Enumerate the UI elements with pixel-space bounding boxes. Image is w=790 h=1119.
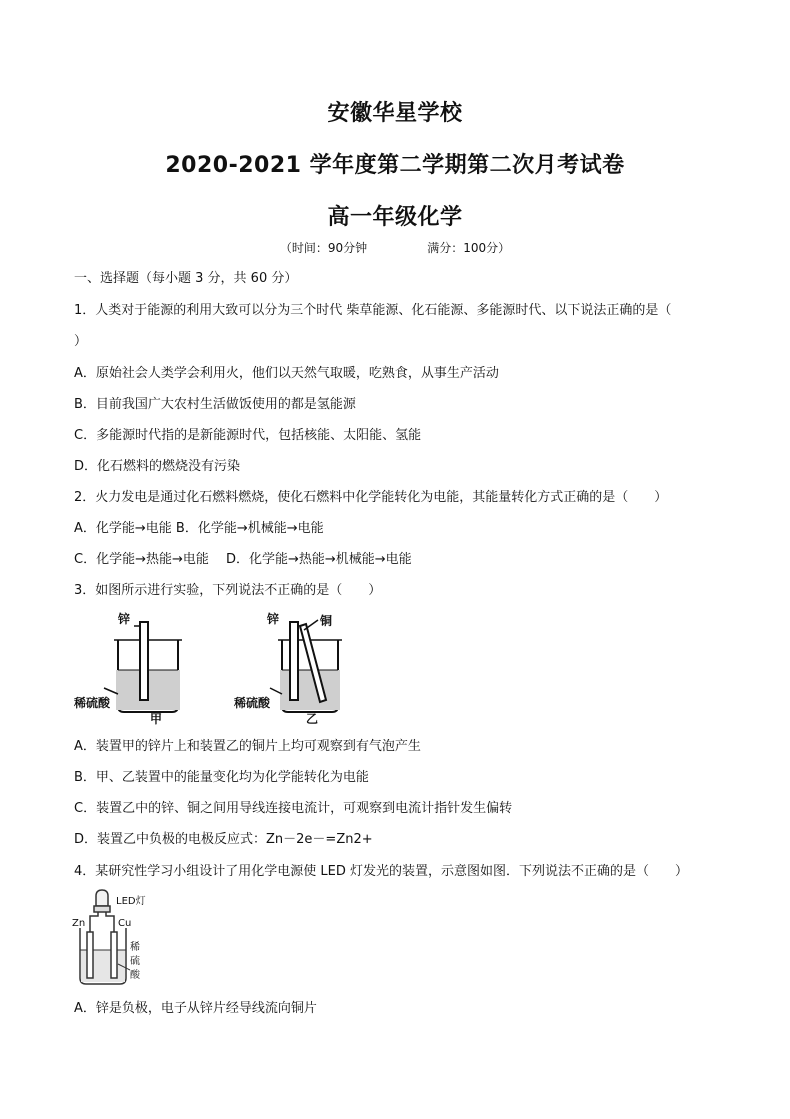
- q3-option-b: B．甲、乙装置中的能量变化均为化学能转化为电能: [74, 770, 369, 785]
- q2-options-cd: C．化学能→热能→电能 D．化学能→热能→机械能→电能: [74, 552, 412, 567]
- label-zinc-jia: 锌: [118, 612, 131, 626]
- q4-option-a: A．锌是负极，电子从锌片经导线流向铜片: [74, 1001, 317, 1016]
- full-score: 满分：100分）: [427, 241, 511, 255]
- label-xi: 稀: [130, 942, 140, 953]
- q3-stem: 3．如图所示进行实验，下列说法不正确的是（ ）: [74, 583, 382, 598]
- q1-option-a: A．原始社会人类学会利用火，他们以天然气取暖，吃熟食，从事生产活动: [74, 366, 499, 381]
- exam-title: 2020-2021 学年度第二学期第二次月考试卷: [165, 153, 625, 178]
- label-cu: Cu: [118, 918, 132, 929]
- label-zinc-yi: 锌: [267, 612, 280, 626]
- q2-stem: 2．火力发电是通过化石燃料燃烧，使化石燃料中化学能转化为电能，其能量转化方式正确的是（ ）: [74, 490, 668, 505]
- q4-stem: 4．某研究性学习小组设计了用化学电源使 LED 灯发光的装置，示意图如图．下列说法不正确的是（ ）: [74, 864, 689, 879]
- label-liu: 硫: [130, 956, 140, 967]
- q3-option-a: A．装置甲的锌片上和装置乙的铜片上均可观察到有气泡产生: [74, 739, 421, 754]
- q4-figure: [72, 888, 182, 988]
- q1-option-b: B．目前我国广大农村生活做饭使用的都是氢能源: [74, 397, 356, 412]
- label-yi: 乙: [306, 712, 319, 726]
- label-led: LED灯: [116, 896, 146, 907]
- label-acid-jia: 稀硫酸: [74, 696, 111, 710]
- beaker-jia: [104, 622, 182, 712]
- exam-time-info: [0, 239, 790, 256]
- q1-stem-cont: ）: [74, 334, 88, 349]
- school-title: 安徽华星学校: [327, 101, 463, 126]
- label-copper: 铜: [320, 614, 333, 628]
- time-limit: （时间：90分钟: [279, 241, 368, 255]
- q3-option-c: C．装置乙中的锌、铜之间用导线连接电流计，可观察到电流计指针发生偏转: [74, 801, 513, 816]
- q1-stem: 1．人类对于能源的利用大致可以分为三个时代 柴草能源、化石能源、多能源时代、以下说法正确的是（: [74, 303, 672, 318]
- beaker-yi: [270, 620, 342, 712]
- q1-option-d: D．化石燃料的燃烧没有污染: [74, 459, 241, 474]
- q1-option-c: C．多能源时代指的是新能源时代，包括核能、太阳能、氢能: [74, 428, 422, 443]
- q2-options-ab: A．化学能→电能 B．化学能→机械能→电能: [74, 521, 324, 536]
- label-acid-yi: 稀硫酸: [234, 696, 271, 710]
- section-heading: 一、选择题（每小题 3 分，共 60 分）: [74, 271, 298, 286]
- q3-option-d: D．装置乙中负极的电极反应式：Zn－2e－=Zn2+: [74, 832, 373, 847]
- label-jia: 甲: [150, 712, 163, 726]
- label-zn: Zn: [72, 918, 86, 929]
- q3-figure: [74, 608, 374, 728]
- subject-title: 高一年级化学: [327, 205, 463, 230]
- label-suan: 酸: [130, 970, 140, 981]
